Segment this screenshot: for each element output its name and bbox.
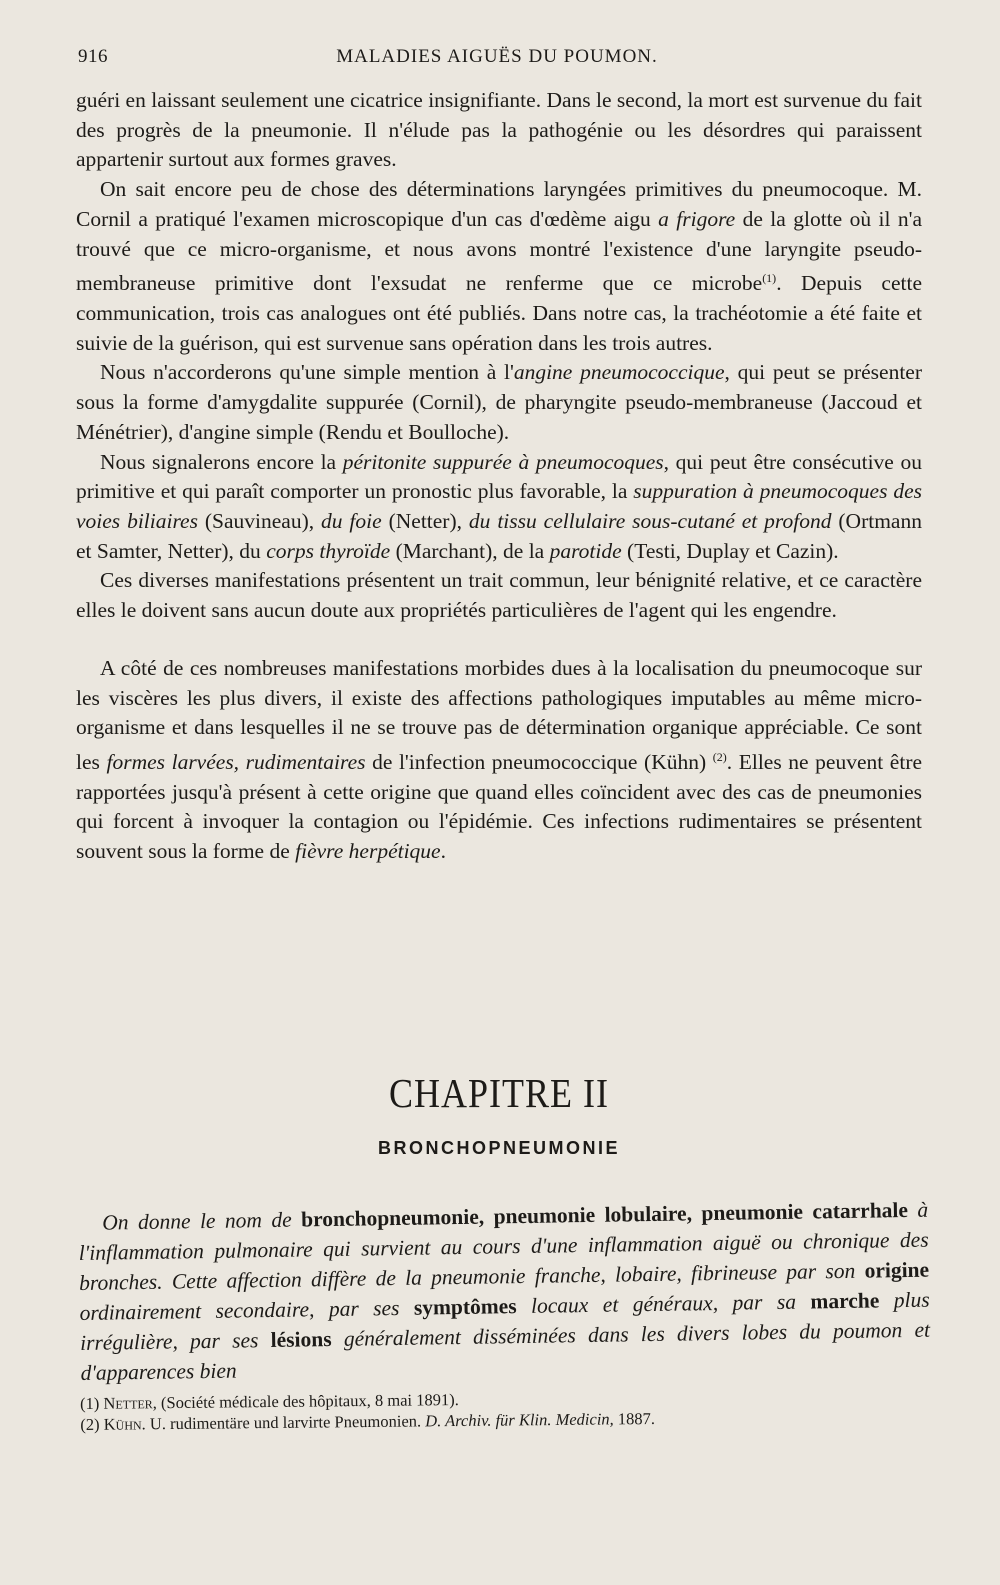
body-text <box>76 86 922 867</box>
paragraph-4: Nous signalerons encore la péritonite suppurée à pneumocoques, qui peut être consécutive ou primitive et qui paraît comporter un pronostic plus favorable, la suppuration à pneumocoques des voies biliaires (Sauvineau), du foie (Netter), du tissu cellulaire sous-cutané et profond (Ortmann et Samter, Netter), du corps thyroïde (Marchant), de la parotide (Testi, Duplay et Cazin). <box>76 449 922 563</box>
paragraph-5: Ces diverses manifestations présentent un trait commun, leur bénignité relative, et ce caractère elles le doivent sans aucun doute aux propriétés particulières de l'agent qui les engendre. <box>76 568 922 623</box>
page-number: 916 <box>78 46 108 67</box>
paragraph-3: Nous n'accorderons qu'une simple mention à l'angine pneumococcique, qui peut se présenter sous la forme d'amygdalite suppurée (Cornil), de pharyngite pseudo-membraneuse (Jaccoud et Ménétrier), d'angine simple (Rendu et Boulloche). <box>76 360 923 444</box>
footnote-1: (1) Netter, (Société médicale des hôpitaux, 8 mai 1891). <box>80 1390 459 1413</box>
footnotes <box>80 1384 920 1435</box>
running-title: MALADIES AIGUËS DU POUMON. <box>336 46 658 67</box>
footnote-2: (2) Kühn. U. rudimentäre und larvirte Pneumonien. D. Archiv. für Klin. Medicin, 1887. <box>80 1408 656 1434</box>
footnote-ref-2[interactable]: (2) <box>712 749 727 764</box>
section-title: BRONCHOPNEUMONIE <box>377 1138 620 1158</box>
paragraph-1: guéri en laissant seulement une cicatrice insignifiante. Dans le second, la mort est survenue du fait des progrès de la pneumonie. Il n'élude pas la pathogénie ou les désordres qui paraissent appartenir surtout aux formes graves. <box>76 88 922 172</box>
paragraph-6: A côté de ces nombreuses manifestations morbides dues à la localisation du pneumocoque sur les viscères les plus divers, il existe des affections pathologiques imputables au même micro-organisme et dans lesquelles il ne se trouve pas de détermination organique appréciable. Ce sont les formes larvées, rudimentaires de l'infection pneumococcique (Kühn) $^{(2)}$. Elles ne peuvent être rapportées jusqu'à présent à cette origine que quand elles coïncident avec des cas de pneumonies qui forcent à invoquer la contagion ou l'épidémie. Ces infections rudimentaires se présentent souvent sous la forme de fièvre herpétique. <box>76 655 923 864</box>
paragraph-gap <box>76 626 922 654</box>
paragraph-2: On sait encore peu de chose des déterminations laryngées primitives du pneumocoque. M. Cornil a pratiqué l'examen microscopique d'un cas d'œdème aigu a frigore de la glotte où il n'a trouvé que ce micro-organisme, et nous avons montré l'existence d'une laryngite pseudo-membraneuse primitive dont l'exsudat ne renferme que ce microbe$^{(1)}$. Depuis cette communication, trois cas analogues ont été publiés. Dans notre cas, la trachéotomie a été faite et suivie de la guérison, qui est survenue sans opération dans les trois autres. <box>76 177 922 355</box>
chapter-title: CHAPITRE II <box>389 1070 609 1116</box>
page-header <box>74 46 920 76</box>
definition-paragraph: On donne le nom de bronchopneumonie, pneumonie lobulaire, pneumonie catarrhale à l'inflammation pulmonaire qui survient au cours d'une inflammation aiguë ou chronique des bronches. Cette affection diffère de la pneumonie franche, lobaire, fibrineuse par son origine ordinairement secondaire, par ses symptômes locaux et généraux, par sa marche plus irrégulière, par ses lésions généralement disséminées dans les divers lobes du poumon et d'apparences bien <box>78 1197 931 1385</box>
footnote-ref-1[interactable]: (1) <box>762 271 777 286</box>
